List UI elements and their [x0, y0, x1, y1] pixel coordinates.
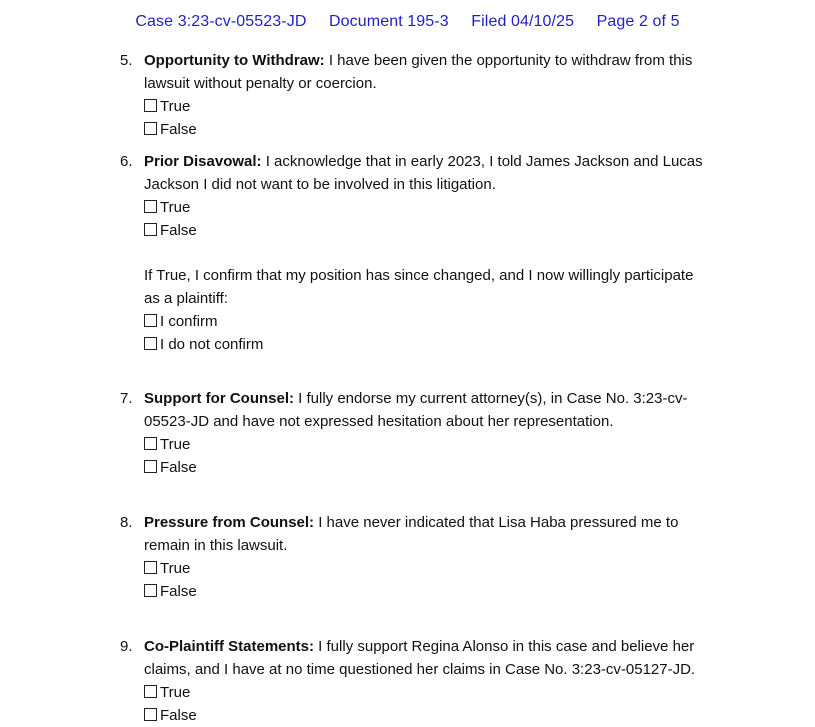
- checkbox-icon[interactable]: [144, 314, 157, 327]
- option-true[interactable]: True: [144, 433, 724, 456]
- checkbox-icon[interactable]: [144, 99, 157, 112]
- checkbox-icon[interactable]: [144, 685, 157, 698]
- document-number: Document 195-3: [329, 13, 449, 30]
- option-false[interactable]: False: [144, 704, 724, 727]
- page-number: Page 2 of 5: [596, 13, 680, 30]
- item-title: Co-Plaintiff Statements:: [144, 638, 315, 655]
- item-text-line2: lawsuit without penalty or coercion.: [144, 75, 377, 92]
- followup-text-line2: as a plaintiff:: [144, 290, 228, 307]
- checkbox-icon[interactable]: [144, 460, 157, 473]
- option-do-not-confirm[interactable]: I do not confirm: [144, 333, 724, 356]
- item-text-line1: I have never indicated that Lisa Haba pressured me to: [314, 514, 679, 531]
- checkbox-icon[interactable]: [144, 223, 157, 236]
- option-true[interactable]: True: [144, 557, 724, 580]
- item-title: Prior Disavowal:: [144, 153, 262, 170]
- item-number: 9.: [120, 638, 133, 655]
- followup-text-line1: If True, I confirm that my position has since changed, and I now willingly participate: [144, 267, 694, 284]
- checkbox-icon[interactable]: [144, 561, 157, 574]
- item-number: 7.: [120, 390, 133, 407]
- option-true[interactable]: True: [144, 681, 724, 704]
- item-text-line2: 05523-JD and have not expressed hesitation about her representation.: [144, 413, 614, 430]
- item-number: 6.: [120, 153, 133, 170]
- filed-date: Filed 04/10/25: [471, 13, 575, 30]
- page-header: [0, 13, 815, 31]
- item-text-line2: remain in this lawsuit.: [144, 537, 288, 554]
- item-title: Opportunity to Withdraw:: [144, 52, 325, 69]
- item-text-line1: I have been given the opportunity to withdraw from this: [324, 52, 693, 69]
- checkbox-icon[interactable]: [144, 584, 157, 597]
- item-number: 8.: [120, 514, 133, 531]
- checkbox-icon[interactable]: [144, 122, 157, 135]
- item-text-line2: Jackson I did not want to be involved in this litigation.: [144, 176, 496, 193]
- item-title: Pressure from Counsel:: [144, 514, 315, 531]
- checkbox-icon[interactable]: [144, 437, 157, 450]
- item-text-line1: I acknowledge that in early 2023, I told James Jackson and Lucas: [261, 153, 703, 170]
- item-number: 5.: [120, 52, 133, 69]
- option-confirm[interactable]: I confirm: [144, 310, 724, 333]
- option-false[interactable]: False: [144, 219, 724, 242]
- checkbox-icon[interactable]: [144, 708, 157, 721]
- checkbox-icon[interactable]: [144, 200, 157, 213]
- item-text-line1: I fully support Regina Alonso in this case and believe her: [314, 638, 695, 655]
- option-true[interactable]: True: [144, 196, 724, 219]
- item-text-line2: claims, and I have at no time questioned her claims in Case No. 3:23-cv-05127-JD.: [144, 661, 696, 678]
- checkbox-icon[interactable]: [144, 337, 157, 350]
- option-true[interactable]: True: [144, 95, 724, 118]
- option-false[interactable]: False: [144, 580, 724, 603]
- option-false[interactable]: False: [144, 118, 724, 141]
- case-number: Case 3:23-cv-05523-JD: [135, 13, 307, 30]
- option-false[interactable]: False: [144, 456, 724, 479]
- item-title: Support for Counsel:: [144, 390, 294, 407]
- item-text-line1: I fully endorse my current attorney(s), in Case No. 3:23-cv-: [294, 390, 688, 407]
